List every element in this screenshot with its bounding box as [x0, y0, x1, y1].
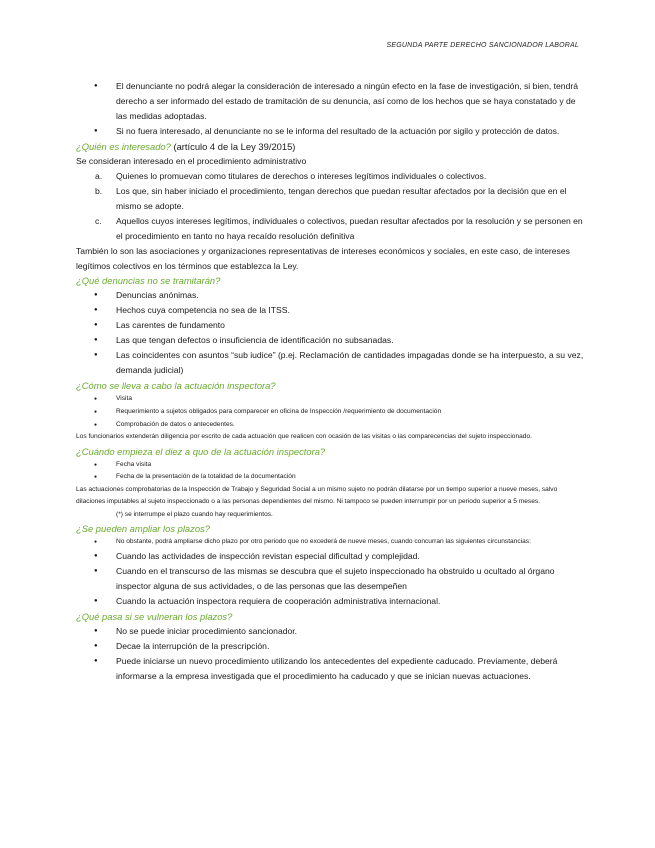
list-item: ● Visita — [116, 393, 584, 406]
list-item: ● Comprobación de datos o antecedentes. — [116, 419, 584, 432]
page-body — [76, 79, 584, 684]
ampliar-intro-list — [76, 536, 584, 549]
list-item: ● Cuando en el transcurso de las mismas se descubra que el sujeto inspeccionado ha obstruido u ocultado al órgano inspector alguna de sus actividades, o de las personas que las desempeñen — [116, 564, 584, 594]
section-heading-denuncias: ¿Qué denuncias no se tramitarán? — [76, 275, 221, 287]
vulneran-plazos-list — [76, 624, 584, 684]
list-item: ● Fecha visita — [116, 459, 584, 472]
list-item: ● Hechos cuya competencia no sea de la ITSS. — [116, 303, 584, 318]
list-item: ● Las carentes de fundamento — [116, 318, 584, 333]
list-item: ● Denuncias anónimas. — [116, 288, 584, 303]
list-item: c. Aquellos cuyos intereses legítimos, individuales o colectivos, puedan resultar afectados por la resolución y se personen en el procedimiento en tanto no haya recaído resolución definitiva — [95, 215, 583, 241]
running-header: SEGUNDA PARTE DERECHO SANCIONADOR LABORAL — [386, 42, 579, 49]
list-item: ● Cuando la actuación inspectora requiera de cooperación administrativa internacional. — [116, 594, 584, 609]
list-item: ● Cuando las actividades de inspección revistan especial dificultad y complejidad. — [116, 549, 584, 564]
list-item: ● Si no fuera interesado, al denunciante no se le informa del resultado de la actuación por sigilo y protección de datos. — [116, 124, 584, 139]
footnote: (*) se interrumpe el plazo cuando hay requerimientos. — [116, 510, 273, 518]
section-heading-vulneran-plazos: ¿Qué pasa si se vulneran los plazos? — [76, 610, 233, 622]
list-item: ● Decae la interrupción de la prescripción. — [116, 639, 584, 654]
ampliar-plazos-list — [76, 549, 584, 609]
list-item: b. Los que, sin haber iniciado el procedimiento, tengan derechos que puedan resultar afectados por la decisión que en el mismo se adopte. — [95, 185, 567, 211]
section-outro: Los funcionarios extenderán diligencia por escrito de cada actuación que realicen con ocasión de las visitas o las comparecencias del sujeto inspeccionado. — [76, 433, 532, 441]
section-intro: Se consideran interesado en el procedimiento administrativo — [76, 156, 307, 166]
list-item: ● El denunciante no podrá alegar la consideración de interesado a ningún efecto en la fase de investigación, si bien, tendrá derecho a ser informado del estado de tramitación de su denuncia, así como de los hechos que se haya constatado y de las medidas adoptadas. — [116, 79, 584, 124]
list-item: ● Fecha de la presentación de la totalidad de la documentación — [116, 471, 584, 484]
list-item: ● Requerimiento a sujetos obligados para comparecer en oficina de Inspección /requerimiento de documentación — [116, 406, 584, 419]
list-item: ● No obstante, podrá ampliarse dicho plazo por otro periodo que no excederá de nueve meses, cuando concurran las siguientes circunstancias: — [116, 536, 584, 549]
list-item: ● Puede iniciarse un nuevo procedimiento utilizando los antecedentes del expediente caducado. Previamente, deberá informarse a la empresa investigada que el procedimiento ha caducado y que se inician nuevas actuaciones. — [116, 654, 584, 684]
list-item: ● Las que tengan defectos o insuficiencia de identificación no subsanadas. — [116, 333, 584, 348]
section-outro: Las actuaciones comprobatorias de la Inspección de Trabajo y Seguridad Social a un mismo sujeto no podrán dilatarse por un tiempo superior a nueve meses, salvo dilaciones imputables al sujeto inspeccionado o a las personas dependientes del mismo. Ni tampoco se pueden interrumpir por un periodo superior a 5 meses. — [76, 485, 558, 506]
denuncias-list — [76, 288, 584, 378]
actuacion-list — [76, 393, 584, 431]
list-item: ● No se puede iniciar procedimiento sancionador. — [116, 624, 584, 639]
section-heading-dies-a-quo: ¿Cuándo empieza el diez a quo de la actuación inspectora? — [76, 445, 326, 457]
section-heading-ampliar-plazos: ¿Se pueden ampliar los plazos? — [76, 522, 210, 534]
intro-list — [76, 79, 584, 139]
list-item: a. Quienes lo promuevan como titulares de derechos o intereses legítimos individuales o colectivos. — [95, 170, 487, 181]
section-heading-actuacion: ¿Cómo se lleva a cabo la actuación inspectora? — [76, 380, 276, 392]
interesado-list — [76, 169, 584, 244]
section-heading-interesado: ¿Quién es interesado? (artículo 4 de la Ley 39/2015) — [76, 141, 296, 152]
section-outro: También lo son las asociaciones y organizaciones representativas de intereses económicos y sociales, en este caso, de intereses legítimos colectivos en los términos que establezca la Ley. — [76, 245, 570, 271]
list-item: ● Las coincidentes con asuntos “sub iudice” (p.ej. Reclamación de cantidades impagadas donde se ha interpuesto, a su vez, demanda judicial) — [116, 348, 584, 378]
dies-a-quo-list — [76, 459, 584, 484]
